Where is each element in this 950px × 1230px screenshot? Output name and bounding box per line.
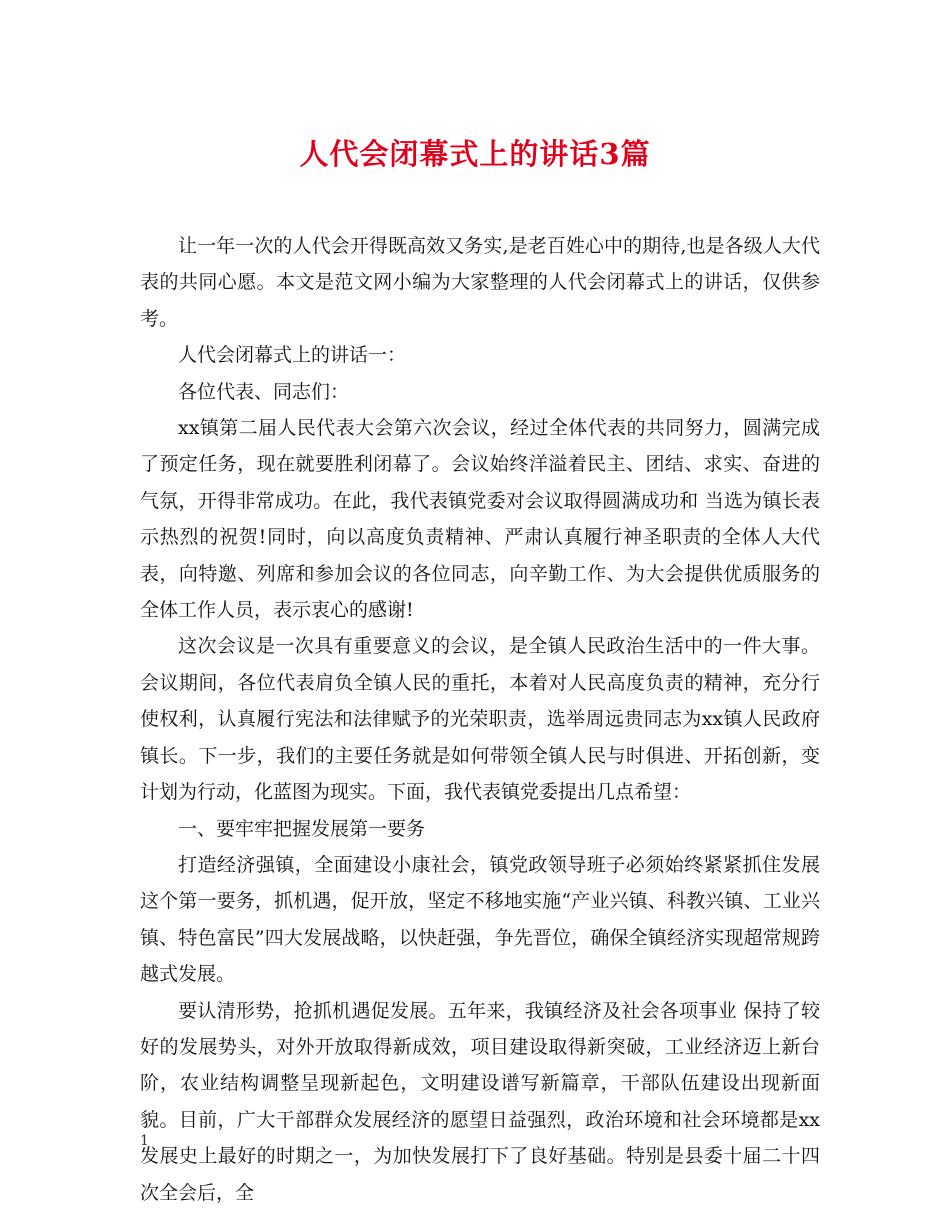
paragraph-meeting-significance: 这次会议是一次具有重要意义的会议，是全镇人民政治生活中的一件大事。会议期间，各位代表肩负全镇人民的重托，本着对人民高度负责的精神，充分行使权利，认真履行宪法和法律赋予的光荣职责，选举周远贵同志为xx镇人民政府镇长。下一步，我们的主要任务就是如何带领全镇人民与时俱进、开拓创新，变计划为行动，化蓝图为现实。下面，我代表镇党委提出几点希望： — [140, 635, 820, 804]
paragraph-salutation: 各位代表、同志们： — [178, 380, 350, 403]
paragraph-opening: xx镇第二届人民代表大会第六次会议，经过全体代表的共同努力，圆满完成了预定任务，现在就要胜利闭幕了。会议始终洋溢着民主、团结、求实、奋进的气氛，开得非常成功。在此，我代表镇党委对会议取得圆满成功和 当选为镇长表示热烈的祝贺!同时，向以高度负责精神、严肃认真履行神圣职责的全体人大代表，向特邀、列席和参加会议的各位同志，向辛勤工作、为大会提供优质服务的全体工作人员，表示衷心的感谢! — [140, 417, 820, 622]
paragraph-development-strategy: 打造经济强镇，全面建设小康社会，镇党政领导班子必须始终紧紧抓住发展这个第一要务，抓机遇，促开放，坚定不移地实施“产业兴镇、科教兴镇、工业兴镇、特色富民”四大发展战略，以快赶强，争先晋位，确保全镇经济实现超常规跨越式发展。 — [140, 853, 820, 986]
paragraph-intro: 让一年一次的人代会开得既高效又务实,是老百姓心中的期待,也是各级人大代表的共同心愿。本文是范文网小编为大家整理的人代会闭幕式上的讲话，仅供参考。 — [140, 235, 820, 330]
paragraph-speech-heading: 人代会闭幕式上的讲话一： — [178, 344, 407, 367]
document-body — [140, 228, 820, 1211]
document-title: 人代会闭幕式上的讲话3篇 — [299, 137, 651, 171]
paragraph-section-heading: 一、要牢牢把握发展第一要务 — [178, 817, 426, 840]
page-number: 1 — [140, 1133, 149, 1149]
paragraph-situation: 要认清形势，抢抓机遇促发展。五年来，我镇经济及社会各项事业 保持了较好的发展势头，对外开放取得新成效，项目建设取得新突破，工业经济迈上新台阶，农业结构调整呈现新起色，文明建设谱写新篇章，干部队伍建设出现新面貌。目前，广大干部群众发展经济的愿望日益强烈，政治环境和社会环境都是xx发展史上最好的时期之一，为加快发展打下了良好基础。特别是县委十届二十四次全会后，全 — [140, 999, 820, 1204]
